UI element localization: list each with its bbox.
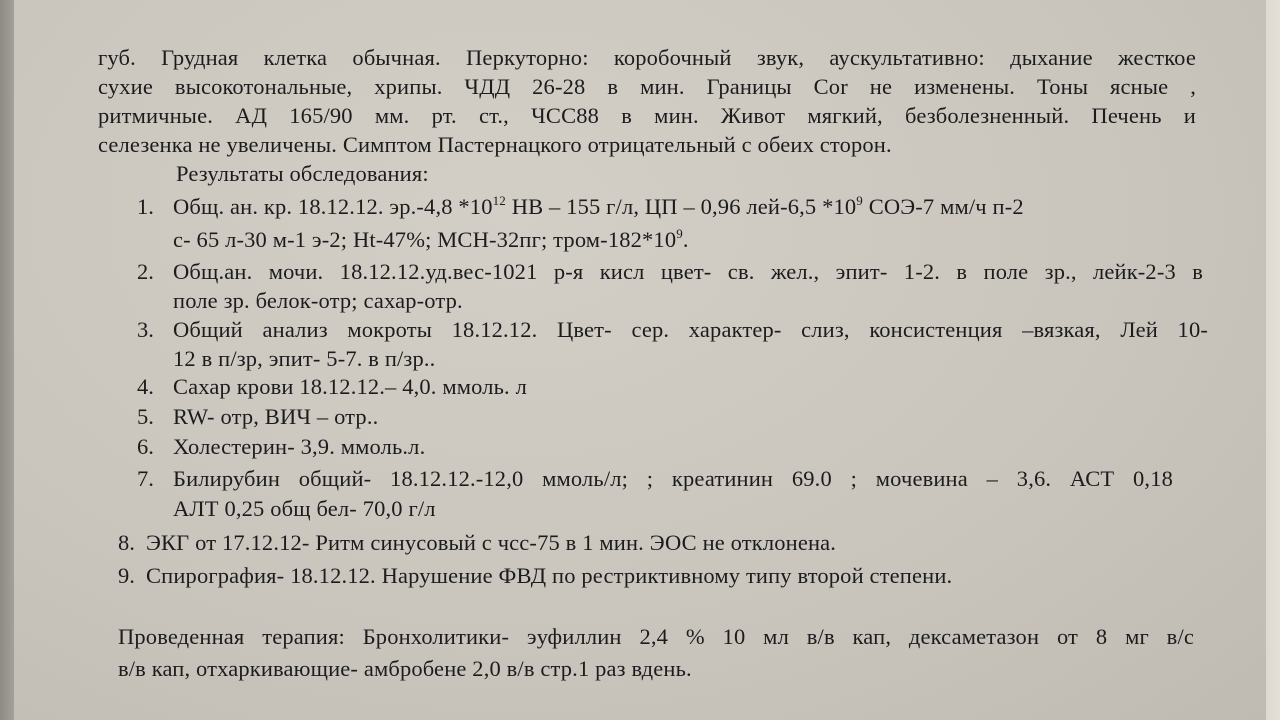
item-text: Общ. ан. кр. 18.12.12. эр.-4,8 *10 <box>173 194 493 219</box>
therapy-line: Проведенная терапия: Бронхолитики- эуфиллин 2,4 % 10 мл в/в кап, дексаметазон от 8 мг в/с <box>118 624 1194 649</box>
intro-line: губ. Грудная клетка обычная. Перкуторно: коробочный звук, аускультативно: дыхание жесткое <box>98 45 1196 70</box>
list-item-line: 12 в п/зр, эпит- 5-7. в п/зр.. <box>173 346 436 371</box>
item-number: 6. <box>137 434 154 459</box>
list-item-line: Сахар крови 18.12.12.– 4,0. ммоль. л <box>173 374 527 399</box>
item-text: СОЭ-7 мм/ч п-2 <box>862 194 1024 219</box>
item-text: НВ – 155 г/л, ЦП – 0,96 лей-6,5 *10 <box>505 194 857 219</box>
list-item-line: Холестерин- 3,9. ммоль.л. <box>173 434 426 459</box>
item-number: 4. <box>137 374 154 399</box>
item-number: 9. <box>118 563 135 588</box>
list-item-line: Общий анализ мокроты 18.12.12. Цвет- сер. характер- слиз, консистенция –вязкая, Лей 10- <box>173 317 1208 342</box>
item-number: 3. <box>137 317 154 342</box>
exponent: 9 <box>856 193 863 208</box>
list-item-line: Билирубин общий- 18.12.12.-12,0 ммоль/л; ; креатинин 69.0 ; мочевина – 3,6. АСТ 0,18 <box>173 466 1173 491</box>
list-item-line: поле зр. белок-отр; сахар-отр. <box>173 288 463 313</box>
results-heading: Результаты обследования: <box>176 161 429 186</box>
list-item-line <box>173 226 689 254</box>
therapy-line: в/в кап, отхаркивающие- амбробене 2,0 в/в стр.1 раз вдень. <box>118 656 692 681</box>
item-number: 1. <box>137 194 154 219</box>
exponent: 12 <box>492 193 506 208</box>
intro-line: ритмичные. АД 165/90 мм. рт. ст., ЧСС88 в мин. Живот мягкий, безболезненный. Печень и <box>98 103 1196 128</box>
intro-line: селезенка не увеличены. Симптом Пастернацкого отрицательный с обеих сторон. <box>98 132 892 157</box>
list-item-line: Общ.ан. мочи. 18.12.12.уд.вес-1021 р-я кисл цвет- св. жел., эпит- 1-2. в поле зр., лейк-2-3 в <box>173 259 1203 284</box>
item-number: 7. <box>137 466 154 491</box>
item-text: с- 65 л-30 м-1 э-2; Ht-47%; МСН-32пг; тром-182*10 <box>173 227 677 252</box>
list-item-line: ЭКГ от 17.12.12- Ритм синусовый с чсс-75 в 1 мин. ЭОС не отклонена. <box>146 530 837 555</box>
item-text: . <box>682 227 689 252</box>
list-item-line <box>173 193 1024 221</box>
intro-line: сухие высокотональные, хрипы. ЧДД 26-28 в мин. Границы Cor не изменены. Тоны ясные , <box>98 74 1196 99</box>
list-item-line: Спирография- 18.12.12. Нарушение ФВД по рестриктивному типу второй степени. <box>146 563 953 588</box>
item-number: 8. <box>118 530 135 555</box>
item-number: 2. <box>137 259 154 284</box>
list-item-line: АЛТ 0,25 общ бел- 70,0 г/л <box>173 496 436 521</box>
exponent: 9 <box>676 226 683 241</box>
list-item-line: RW- отр, ВИЧ – отр.. <box>173 404 379 429</box>
item-number: 5. <box>137 404 154 429</box>
